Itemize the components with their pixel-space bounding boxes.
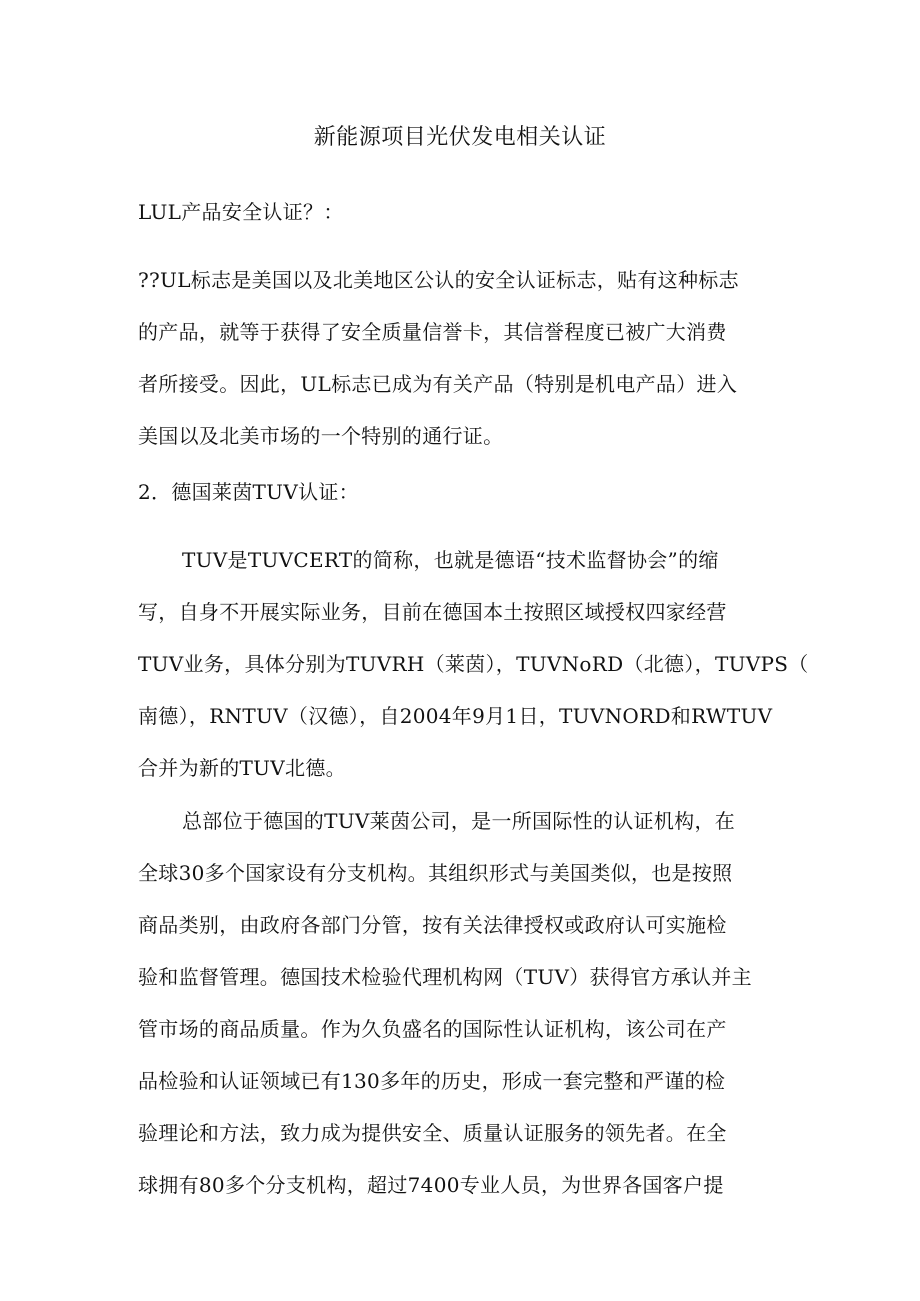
- paragraph-line: 的产品，就等于获得了安全质量信誉卡，其信誉程度已被广大消费: [138, 320, 727, 344]
- paragraph-tuv-intro: [138, 534, 809, 794]
- paragraph-ul: [138, 254, 778, 462]
- paragraph-line: 总部位于德国的TUV莱茵公司，是一所国际性的认证机构，在: [182, 809, 736, 833]
- paragraph-tuv-company: [138, 795, 778, 1211]
- heading-tuv-certification: [138, 466, 778, 518]
- paragraph-line: 南德），RNTUV（汉德），自2004年9月1日，TUVNORD和RWTUV: [138, 704, 773, 728]
- paragraph-line: 商品类别，由政府各部门分管，按有关法律授权或政府认可实施检: [138, 913, 727, 937]
- paragraph-line: 全球30多个国家设有分支机构。其组织形式与美国类似，也是按照: [138, 861, 733, 885]
- paragraph-line: TUV业务，具体分别为TUVRH（莱茵），TUVNoRD（北德），TUVPS（: [138, 652, 809, 676]
- paragraph-line: 美国以及北美市场的一个特别的通行证。: [138, 424, 504, 448]
- paragraph-line: 写，自身不开展实际业务，目前在德国本土按照区域授权四家经营: [138, 600, 727, 624]
- document-title: 新能源项目光伏发电相关认证: [313, 125, 607, 150]
- paragraph-line: 验理论和方法，致力成为提供安全、质量认证服务的领先者。在全: [138, 1121, 727, 1145]
- paragraph-line: ??UL标志是美国以及北美地区公认的安全认证标志，贴有这种标志: [138, 268, 739, 292]
- heading-line: LUL产品安全认证？：: [138, 200, 344, 224]
- paragraph-line: 验和监督管理。德国技术检验代理机构网（TUV）获得官方承认并主: [138, 965, 752, 989]
- paragraph-line: 者所接受。因此，UL标志已成为有关产品（特别是机电产品）进入: [138, 372, 738, 396]
- paragraph-line: 品检验和认证领域已有130多年的历史，形成一套完整和严谨的检: [138, 1069, 726, 1093]
- paragraph-line: 合并为新的TUV北德。: [138, 756, 346, 780]
- paragraph-line: TUV是TUVCERT的简称，也就是德语“技术监督协会”的缩: [182, 548, 719, 572]
- paragraph-line: 球拥有80多个分支机构，超过7400专业人员，为世界各国客户提: [138, 1173, 724, 1197]
- heading-ul-certification: [138, 186, 778, 238]
- heading-line: 2．德国莱茵TUV认证：: [138, 480, 359, 504]
- paragraph-line: 管市场的商品质量。作为久负盛名的国际性认证机构，该公司在产: [138, 1017, 727, 1041]
